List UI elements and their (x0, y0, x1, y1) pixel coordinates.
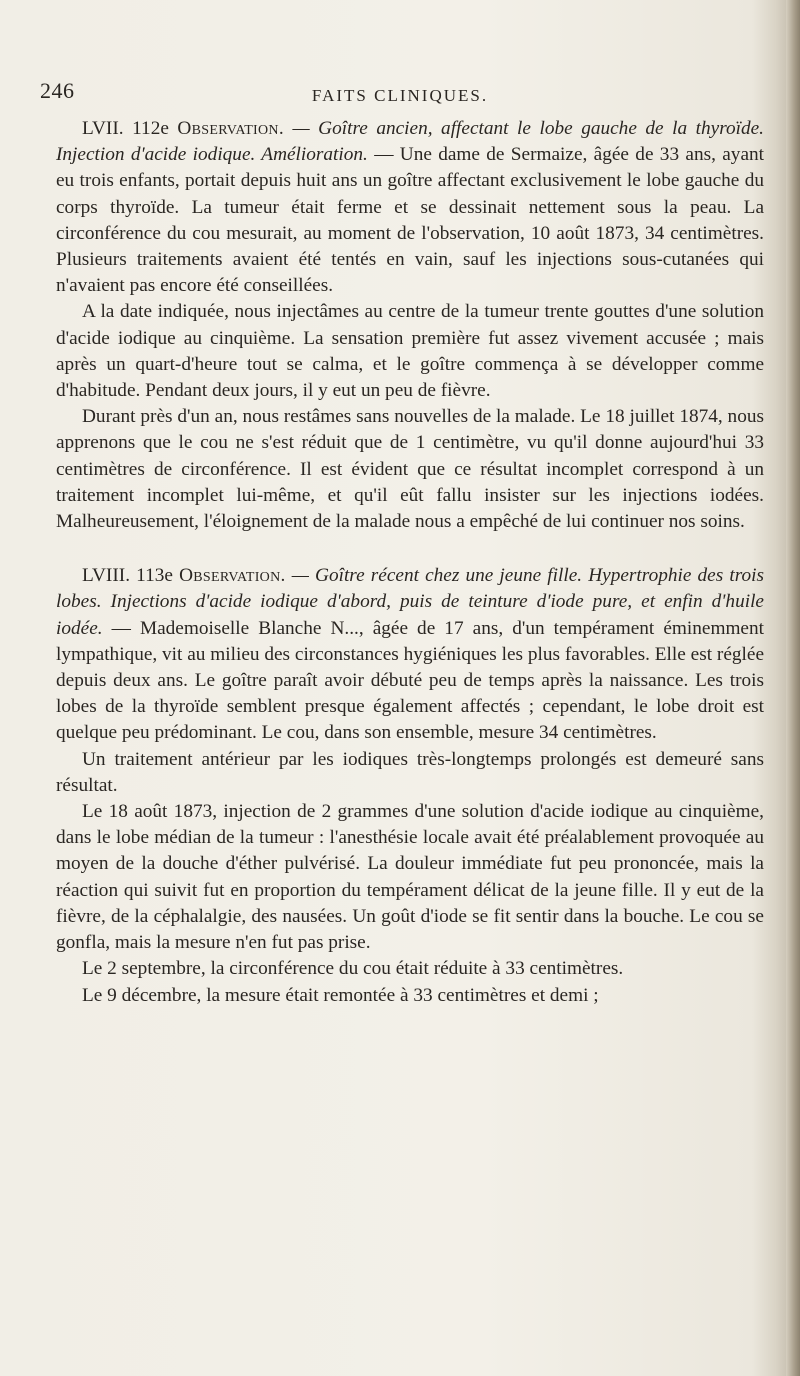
observation-57-text: — Une dame de Sermaize, âgée de 33 ans, ayant eu trois enfants, portait depuis huit ans un goître affectant exclusivement le lobe gauche du corps thyroïde. La tumeur était ferme et se dessinait nettement sous la peau. La circonférence du cou mesurait, au moment de l'observation, 10 août 1873, 34 centimètres. Plusieurs traitements avaient été tentés en vain, sauf les injections sous-cutanées qui n'avaient pas encore été conseillées. (56, 144, 764, 297)
body-text (56, 116, 764, 1009)
observation-57-title: — Goître ancien, affectant le lobe gauche de la thyroïde. Injection d'acide iodique. Amélioration. (56, 118, 764, 166)
running-head: FAITS CLINIQUES. (311, 86, 489, 105)
observation-58-paragraph-1 (56, 563, 764, 746)
page-header (40, 78, 760, 108)
observation-57-paragraph-2: A la date indiquée, nous injectâmes au centre de la tumeur trente gouttes d'une solution d'acide iodique au cinquième. La sensation première fut assez vivement accusée ; mais après un quart-d'heure tout se calma, et le goître commença à se développer comme d'habitude. Pendant deux jours, il y eut un peu de fièvre. (56, 301, 764, 402)
observation-57-obs-num: 112e (132, 118, 169, 139)
observation-58-paragraph-3: Le 18 août 1873, injection de 2 grammes d'une solution d'acide iodique au cinquième, dans le lobe médian de la tumeur : l'anesthésie locale avait été préalablement provoquée au moyen de la douche d'éther pulvérisé. La douleur immédiate fut peu prononcée, mais la réaction qui suivit fut en proportion du tempérament délicat de la jeune fille. Il y eut de la fièvre, de la céphalalgie, des nausées. Un goût d'iode se fit sentir dans la bouche. Le cou se gonfla, mais la mesure n'en fut pas prise. (56, 801, 764, 954)
observation-57-paragraph-1 (56, 116, 764, 299)
page-number: 246 (40, 78, 75, 103)
observation-57-label: Observation. (177, 118, 284, 139)
observation-58-title: — Goître récent chez une jeune fille. Hypertrophie des trois lobes. Injections d'acide iodique d'abord, puis de teinture d'iode pure, et enfin d'huile iodée. (56, 565, 765, 639)
page-edge-shadow (786, 0, 800, 1376)
observation-57-number: LVII. (82, 118, 124, 139)
observation-58-paragraph-4: Le 2 septembre, la circonférence du cou était réduite à 33 centimètres. (82, 958, 624, 980)
observation-58-obs-num: 113e (136, 565, 173, 587)
observation-58-paragraph-2: Un traitement antérieur par les iodiques très-longtemps prolongés est demeuré sans résultat. (56, 748, 764, 796)
section-gap (56, 535, 764, 563)
observation-58-number: LVIII. (82, 565, 131, 587)
observation-58-paragraph-5: Le 9 décembre, la mesure était remontée à 33 centimètres et demi ; (82, 984, 599, 1006)
observation-58-label: Observation. (179, 565, 286, 587)
observation-58-text: — Mademoiselle Blanche N..., âgée de 17 ans, d'un tempérament éminemment lympathique, vit au milieu des circonstances hygiéniques les plus favorables. Elle est réglée depuis deux ans. Le goître paraît avoir débuté peu de temps après la naissance. Les trois lobes de la thyroïde semblent presque également affectés ; cependant, le lobe droit est quelque peu prédominant. Le cou, dans son ensemble, mesure 34 centimètres. (56, 617, 764, 744)
observation-57-paragraph-3: Durant près d'un an, nous restâmes sans nouvelles de la malade. Le 18 juillet 1874, nous apprenons que le cou ne s'est réduit que de 1 centimètre, vu qu'il donne aujourd'hui 33 centimètres de circonférence. Il est évident que ce résultat incomplet correspond à un traitement incomplet lui-même, et qu'il eût fallu insister sur les injections iodées. Malheureusement, l'éloignement de la malade nous a empêché de lui continuer nos soins. (56, 406, 764, 533)
